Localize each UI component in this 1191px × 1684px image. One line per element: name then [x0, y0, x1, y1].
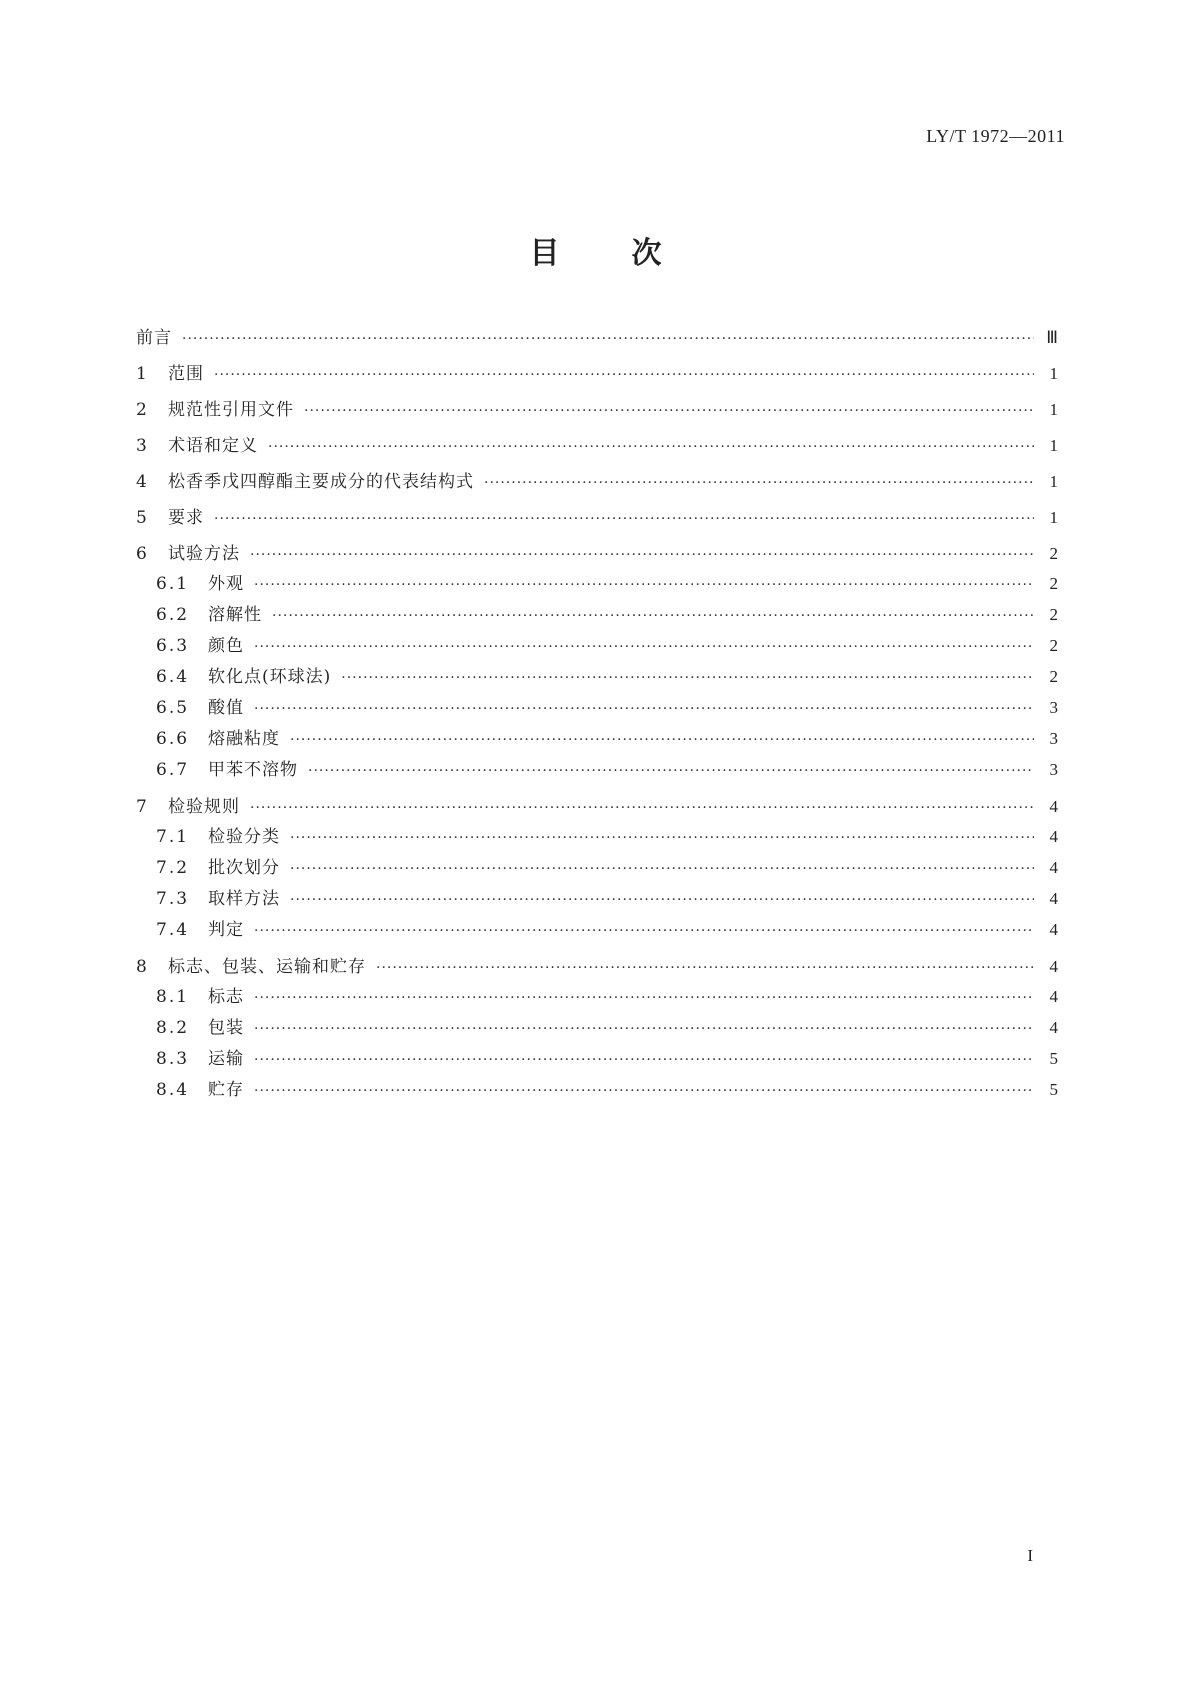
toc-entry-number: 7.2 — [156, 858, 190, 878]
toc-entry[interactable] — [136, 1074, 1058, 1105]
toc-dot-leader — [272, 601, 1034, 632]
toc-dot-leader — [290, 854, 1034, 885]
toc-entry-number: 6.5 — [156, 698, 190, 718]
toc-dot-leader — [484, 469, 1034, 497]
toc-entry[interactable] — [136, 540, 1058, 568]
toc-entry-page: 1 — [1049, 364, 1058, 383]
toc-dot-leader — [290, 885, 1034, 916]
toc-entry-page: 1 — [1049, 508, 1058, 527]
toc-entry[interactable] — [136, 504, 1058, 532]
toc-entry-page: 5 — [1049, 1080, 1058, 1099]
toc-entry-label: 前言 — [136, 328, 172, 348]
toc-dot-leader — [254, 632, 1034, 663]
toc-entry-page: 1 — [1049, 472, 1058, 491]
toc-entry-number: 8.1 — [156, 987, 190, 1007]
toc-entry-number: 7.3 — [156, 889, 190, 909]
toc-entry[interactable] — [136, 360, 1058, 388]
toc-dot-leader — [268, 433, 1034, 461]
toc-entry[interactable] — [136, 1012, 1058, 1043]
toc-entry-label: 包装 — [208, 1018, 244, 1038]
toc-dot-leader — [254, 1045, 1034, 1076]
toc-entry-label: 溶解性 — [208, 605, 262, 625]
toc-entry-label: 要求 — [168, 508, 204, 528]
toc-entry[interactable] — [136, 852, 1058, 883]
toc-entry-number: 2 — [136, 400, 147, 420]
toc-entry-page: 4 — [1049, 920, 1058, 939]
toc-entry-number: 6.3 — [156, 636, 190, 656]
toc-entry-page: 4 — [1049, 797, 1058, 816]
toc-entry-label: 贮存 — [208, 1080, 244, 1100]
toc-entry-page: 1 — [1049, 400, 1058, 419]
toc-entry[interactable] — [136, 396, 1058, 424]
toc-entry-page: 3 — [1049, 698, 1058, 717]
toc-entry-page: 4 — [1049, 987, 1058, 1006]
toc-entry-label: 检验规则 — [168, 797, 240, 817]
toc-entry-label: 范围 — [168, 364, 204, 384]
toc-entry[interactable] — [136, 793, 1058, 821]
toc-entry[interactable] — [136, 754, 1058, 785]
toc-dot-leader — [290, 725, 1034, 756]
toc-entry-number: 6.2 — [156, 605, 190, 625]
toc-entry-number: 3 — [136, 436, 147, 456]
toc-entry-number: 7.1 — [156, 827, 190, 847]
toc-entry-label: 判定 — [208, 920, 244, 940]
toc-entry-page: 3 — [1049, 760, 1058, 779]
toc-entry[interactable] — [136, 914, 1058, 945]
toc-entry-label: 批次划分 — [208, 858, 280, 878]
toc-entry-page: 2 — [1049, 667, 1058, 686]
toc-entry-number: 8.3 — [156, 1049, 190, 1069]
toc-entry-label: 检验分类 — [208, 827, 280, 847]
toc-entry-number: 6.1 — [156, 574, 190, 594]
toc-entry[interactable] — [136, 692, 1058, 723]
toc-entry[interactable] — [136, 599, 1058, 630]
standard-number: LY/T 1972—2011 — [926, 126, 1065, 146]
toc-dot-leader — [254, 916, 1034, 947]
page-number: I — [1027, 1546, 1033, 1565]
toc-dot-leader — [182, 325, 1034, 353]
toc-dot-leader — [254, 1076, 1034, 1107]
toc-entry-number: 6 — [136, 544, 147, 564]
toc-entry-page: 2 — [1049, 574, 1058, 593]
toc-entry-number: 6.7 — [156, 760, 190, 780]
toc-entry-number: 7.4 — [156, 920, 190, 940]
toc-entry-page: 4 — [1049, 1018, 1058, 1037]
toc-entry-number: 7 — [136, 797, 147, 817]
toc-entry-label: 运输 — [208, 1049, 244, 1069]
toc-entry-label: 软化点(环球法) — [208, 667, 332, 687]
toc-entry-label: 标志、包装、运输和贮存 — [168, 957, 366, 977]
toc-entry-label: 熔融粘度 — [208, 729, 280, 749]
toc-dot-leader — [214, 505, 1034, 533]
toc-entry-number: 8 — [136, 957, 147, 977]
toc-entry-page: 2 — [1049, 605, 1058, 624]
toc-entry-page: 5 — [1049, 1049, 1058, 1068]
toc-dot-leader — [250, 794, 1034, 822]
toc-entry-page: 4 — [1049, 889, 1058, 908]
toc-entry[interactable] — [136, 953, 1058, 981]
toc-entry-page: Ⅲ — [1046, 328, 1058, 347]
toc-entry-label: 规范性引用文件 — [168, 400, 294, 420]
toc-dot-leader — [254, 694, 1034, 725]
page-title: 目次 — [529, 236, 734, 271]
toc-dot-leader — [308, 756, 1034, 787]
toc-entry[interactable] — [136, 568, 1058, 599]
toc-entry-page: 4 — [1049, 858, 1058, 877]
toc-dot-leader — [250, 541, 1034, 569]
toc-dot-leader — [341, 663, 1034, 694]
toc-entry-page: 2 — [1049, 636, 1058, 655]
toc-entry-page: 1 — [1049, 436, 1058, 455]
toc-entry-number: 6.6 — [156, 729, 190, 749]
toc-entry-label: 外观 — [208, 574, 244, 594]
toc-dot-leader — [376, 954, 1034, 982]
toc-entry-number: 1 — [136, 364, 147, 384]
toc-entry-label: 松香季戊四醇酯主要成分的代表结构式 — [168, 472, 474, 492]
toc-entry[interactable] — [136, 468, 1058, 496]
toc-entry[interactable] — [136, 981, 1058, 1012]
toc-entry-page: 4 — [1049, 827, 1058, 846]
table-of-contents — [136, 324, 1058, 1105]
toc-entry[interactable] — [136, 1043, 1058, 1074]
toc-dot-leader — [254, 570, 1034, 601]
toc-entry-number: 6.4 — [156, 667, 190, 687]
toc-entry[interactable] — [136, 661, 1058, 692]
toc-entry[interactable] — [136, 630, 1058, 661]
toc-entry-label: 标志 — [208, 987, 244, 1007]
toc-entry[interactable] — [136, 432, 1058, 460]
toc-entry-label: 甲苯不溶物 — [208, 760, 298, 780]
toc-entry[interactable] — [136, 723, 1058, 754]
toc-entry[interactable] — [136, 883, 1058, 914]
toc-entry[interactable] — [136, 821, 1058, 852]
toc-dot-leader — [214, 361, 1034, 389]
toc-entry-number: 5 — [136, 508, 147, 528]
toc-entry-number: 4 — [136, 472, 147, 492]
toc-dot-leader — [254, 983, 1034, 1014]
toc-entry-number: 8.4 — [156, 1080, 190, 1100]
toc-entry-label: 颜色 — [208, 636, 244, 656]
toc-dot-leader — [290, 823, 1034, 854]
toc-dot-leader — [254, 1014, 1034, 1045]
toc-entry[interactable] — [136, 324, 1058, 352]
toc-entry-label: 酸值 — [208, 698, 244, 718]
toc-dot-leader — [304, 397, 1034, 425]
toc-entry-label: 试验方法 — [168, 544, 240, 564]
toc-entry-page: 4 — [1049, 957, 1058, 976]
toc-entry-number: 8.2 — [156, 1018, 190, 1038]
toc-entry-label: 取样方法 — [208, 889, 280, 909]
toc-entry-page: 3 — [1049, 729, 1058, 748]
toc-entry-page: 2 — [1049, 544, 1058, 563]
toc-entry-label: 术语和定义 — [168, 436, 258, 456]
